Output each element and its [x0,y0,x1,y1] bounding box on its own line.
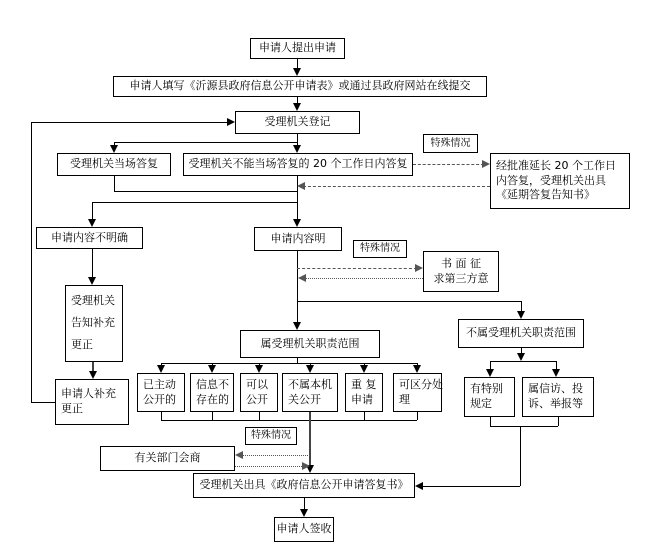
connector-line [297,301,298,323]
arrowhead-right [227,118,235,126]
node-label: 申请人提出申请 [259,41,336,55]
arrowhead-down [486,369,494,377]
node-accept-register [235,111,360,134]
arrowhead-left [297,182,305,190]
node-label: 内答复，受理机关出具 [496,173,606,187]
connector-line-dashed [413,164,484,165]
node-outside-scope [458,319,584,348]
node-label: 求第三方意 [433,271,489,285]
node-special-case-3 [245,427,297,445]
node-label: 书 面 征 [441,256,481,270]
node-label: 诉、举报等 [528,397,583,410]
node-label: 《延期答复告知书》 [496,188,595,202]
arrowhead-down [360,365,368,373]
connector-line [161,420,417,421]
node-label: 受理机关当场答复 [70,157,158,171]
node-info-not-exist [190,373,234,412]
node-reply-20-days [183,153,413,176]
connector-line [114,191,297,192]
connector-line [92,202,297,203]
arrowhead-down [517,311,525,319]
node-label: 规定 [470,397,492,410]
node-label: 存在的 [196,392,229,406]
node-label: 有关部门会商 [134,451,201,465]
node-label: 经批准延长 20 个工作日 [496,158,616,172]
connector-line [114,176,115,191]
node-within-scope [240,330,380,358]
connector-line [297,202,298,220]
node-applicant-submit [250,38,345,59]
node-label: 申请内容不明确 [51,230,128,244]
node-label: 告知补充 [71,316,115,330]
connector-line [114,142,297,143]
node-label: 申请内容明 [270,231,326,245]
node-repeat-apply [345,373,383,412]
arrowhead-down [517,353,525,361]
node-not-this-agency [282,373,338,412]
node-can-public [240,373,278,412]
arrowhead-right [482,160,490,168]
arrowhead-left [415,482,423,490]
connector-line [31,122,32,402]
node-fill-form [113,76,487,97]
node-label: 可区分处 [399,377,443,391]
arrowhead-down [413,365,421,373]
node-label: 受理机关出具《政府信息公开申请答复书》 [199,478,409,492]
arrowhead-down [293,219,301,227]
node-special-case-2 [353,240,407,258]
arrowhead-left [298,274,306,282]
arrowhead-down [293,322,301,330]
node-label: 受理机关 [71,294,115,308]
node-special-case-1 [423,134,478,153]
node-label: 更正 [61,402,83,415]
node-label: 不属本机 [288,377,332,391]
arrowhead-left [235,451,243,459]
node-label: 不属受理机关职责范围 [466,326,576,340]
node-extend-20-days [490,153,630,209]
connector-line [31,122,228,123]
connector-line-dashed [235,466,304,467]
connector-line [161,363,417,364]
node-issue-reply [193,473,415,498]
node-written-third-party [423,251,499,292]
node-label: 重 复 [351,377,377,391]
connector-line [297,301,521,302]
node-label: 理 [399,392,410,406]
node-label: 受理机关不能当场答复的 20 个工作日内答复 [188,157,408,171]
node-label: 公开的 [143,392,176,406]
arrowhead-down [88,277,96,285]
arrowhead-down [306,365,314,373]
arrowhead-down [293,103,301,111]
arrowhead-down [157,365,165,373]
arrowhead-down [208,365,216,373]
node-label: 申请 [351,392,373,406]
node-label: 申请人填写《沂源县政府信息公开申请表》或通过县政府网站在线提交 [129,79,471,93]
node-label: 特殊情况 [430,137,471,149]
arrowhead-down [552,369,560,377]
node-notify-supplement [65,285,123,362]
arrowhead-down [293,145,301,153]
arrowhead-right [415,264,423,272]
node-dept-consult [100,446,235,471]
node-label: 申请人补充 [61,387,116,401]
node-label: 已主动 [143,377,176,391]
node-content-clear [254,227,342,251]
node-label: 关公开 [288,392,321,406]
node-label: 受理机关登记 [264,115,331,129]
connector-line-dashed [241,455,310,456]
arrowhead-down [300,509,308,517]
node-label: 特殊情况 [251,430,291,442]
node-onsite-reply [57,153,171,176]
arrowhead-down [293,68,301,76]
node-label: 有特别 [470,382,503,396]
node-label: 申请人签收 [276,522,332,536]
connector-line-dashed [304,278,423,279]
arrowhead-down [255,365,263,373]
node-applicant-receive [274,517,334,542]
node-label: 特殊情况 [360,243,400,255]
node-label: 公开 [246,392,268,406]
connector-line [92,202,93,220]
node-special-rules [464,377,515,417]
arrowhead-right [302,462,310,470]
connector-line [490,426,558,427]
connector-line [309,412,311,467]
connector-line [520,426,521,486]
arrowhead-down [88,219,96,227]
node-label: 属受理机关职责范围 [260,336,360,350]
node-content-unclear [36,227,143,249]
node-label: 信息不 [196,377,229,391]
arrowhead-down [89,371,97,379]
connector-line [421,486,520,487]
connector-line-dashed [297,268,417,269]
node-label: 可以 [246,377,268,391]
node-already-public [137,373,185,412]
node-petition-complaint [522,377,594,417]
arrowhead-down [110,145,118,153]
node-partial-handle [393,373,442,412]
connector-line [31,402,55,403]
connector-line [92,249,93,278]
node-applicant-supplement [55,379,129,425]
connector-line-dashed [303,186,490,187]
node-label: 更正 [71,338,93,352]
node-label: 属信访、投 [528,382,583,396]
